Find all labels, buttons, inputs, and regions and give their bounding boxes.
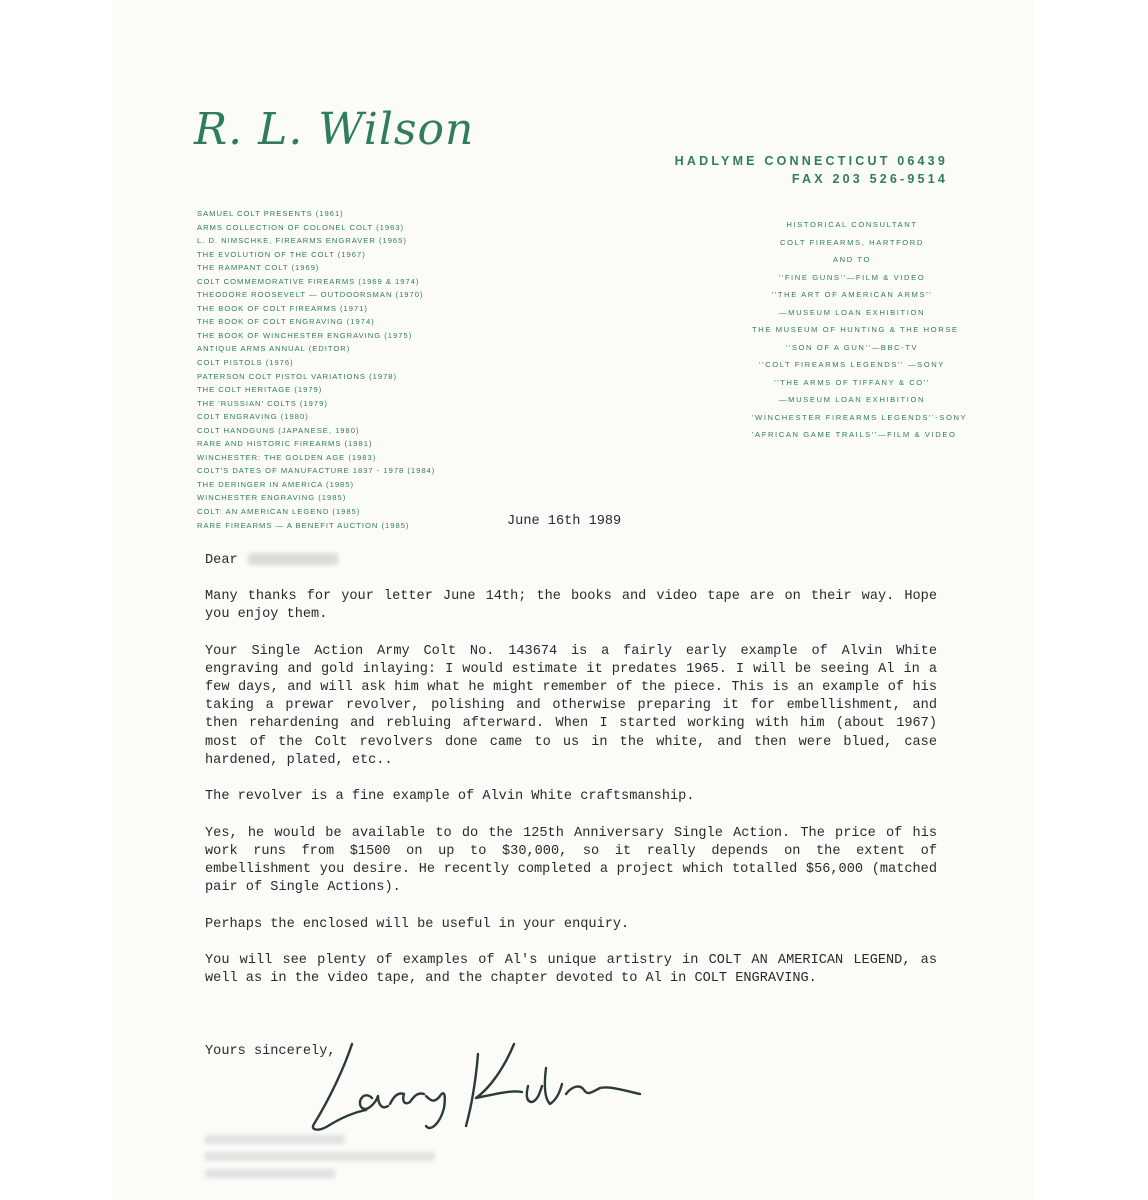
publication-item: THE 'RUSSIAN' COLTS (1979) bbox=[197, 398, 328, 408]
signature-image bbox=[300, 1028, 680, 1138]
letterhead-logo: R. L. Wilson bbox=[194, 104, 475, 155]
publication-item: ANTIQUE ARMS ANNUAL (EDITOR) bbox=[197, 344, 351, 354]
publication-item: COLT HANDGUNS (JAPANESE, 1980) bbox=[197, 425, 360, 435]
publication-item: SAMUEL COLT PRESENTS (1961) bbox=[197, 209, 344, 218]
publication-item: THE BOOK OF COLT FIREARMS (1971) bbox=[197, 303, 368, 313]
publication-item: RARE AND HISTORIC FIREARMS (1981) bbox=[197, 439, 373, 449]
publication-item: ARMS COLLECTION OF COLONEL COLT (1963) bbox=[197, 222, 405, 232]
letterhead-address bbox=[675, 152, 948, 188]
letter-paragraph: Many thanks for your letter June 14th; the books and video tape are on their way. Hope you enjoy them. bbox=[205, 589, 937, 623]
salutation bbox=[205, 553, 338, 568]
redacted-recipient-address bbox=[205, 1135, 435, 1186]
publication-item: COLT ENGRAVING (1980) bbox=[197, 412, 309, 422]
credit-item: 'AFRICAN GAME TRAILS''—FILM & VIDEO bbox=[752, 430, 957, 439]
publication-item: WINCHESTER ENGRAVING (1985) bbox=[197, 493, 347, 503]
credit-item: ''THE ARMS OF TIFFANY & CO'' bbox=[774, 377, 930, 387]
credit-item: ''THE ART OF AMERICAN ARMS'' bbox=[771, 290, 933, 299]
address-line: HADLYME CONNECTICUT 06439 bbox=[674, 154, 948, 168]
letter-date: June 16th 1989 bbox=[507, 514, 622, 529]
credit-item: THE MUSEUM OF HUNTING & THE HORSE bbox=[752, 325, 959, 334]
publication-item: COLT COMMEMORATIVE FIREARMS (1969 & 1974) bbox=[197, 276, 420, 286]
credits-list bbox=[752, 216, 968, 444]
publication-item: THEODORE ROOSEVELT — OUTDOORSMAN (1970) bbox=[197, 290, 424, 300]
credit-item: —MUSEUM LOAN EXHIBITION bbox=[778, 307, 926, 317]
publication-item: THE BOOK OF COLT ENGRAVING (1974) bbox=[197, 317, 375, 327]
publication-item: PATERSON COLT PISTOL VARIATIONS (1978) bbox=[197, 371, 398, 381]
credit-item: COLT FIREARMS, HARTFORD bbox=[780, 237, 924, 247]
letter-paragraph: The revolver is a fine example of Alvin White craftsmanship. bbox=[205, 789, 695, 805]
publication-item: L. D. NIMSCHKE, FIREARMS ENGRAVER (1965) bbox=[197, 236, 407, 246]
credit-item: —MUSEUM LOAN EXHIBITION bbox=[778, 395, 926, 404]
credit-item: 'WINCHESTER FIREARMS LEGENDS''-SONY bbox=[752, 412, 968, 422]
publication-item: WINCHESTER: THE GOLDEN AGE (1983) bbox=[197, 452, 377, 462]
salutation-text: Dear bbox=[205, 553, 238, 568]
letter-paragraph: Your Single Action Army Colt No. 143674 is a fairly early example of Alvin White engraving and gold inlaying: I would estimate it predates 1965. I will be seeing Al in a few days, and will ask him what he might remember of the piece. This is an example of his taking a prewar revolver, polishing and otherwise preparing it for embellishment, and then rehardening and rebluing afterward. When I started working with him (about 1967) most of the Colt revolvers done came to us in the white, and then were blued, case hardened, plated, etc.. bbox=[205, 643, 937, 768]
closing: Yours sincerely, bbox=[205, 1044, 336, 1059]
publication-item: RARE FIREARMS — A BENEFIT AUCTION (1985) bbox=[197, 520, 410, 530]
publication-item: THE RAMPANT COLT (1969) bbox=[197, 263, 320, 273]
credit-item: ''SON OF A GUN''—BBC-TV bbox=[785, 342, 919, 352]
redacted-name bbox=[248, 553, 338, 565]
fax-line: FAX 203 526-9514 bbox=[791, 172, 948, 186]
letter-body bbox=[205, 588, 937, 1007]
publication-item: THE BOOK OF WINCHESTER ENGRAVING (1975) bbox=[197, 330, 413, 340]
publication-item: THE DERINGER IN AMERICA (1985) bbox=[197, 479, 355, 489]
letter-paragraph: You will see plenty of examples of Al's unique artistry in COLT AN AMERICAN LEGEND, as well as in the video tape, and the chapter devoted to Al in COLT ENGRAVING. bbox=[205, 952, 937, 987]
publication-item: COLT PISTOLS (1976) bbox=[197, 358, 294, 368]
credit-item: HISTORICAL CONSULTANT bbox=[786, 220, 918, 229]
letter-paragraph: Yes, he would be available to do the 125th Anniversary Single Action. The price of his work runs from $1500 on up to $30,000, so it really depends on the extent of embellishment you desire. He recently completed a project which totalled $56,000 (matched pair of Single Actions). bbox=[205, 825, 937, 896]
publication-item: THE COLT HERITAGE (1979) bbox=[197, 385, 323, 395]
credit-item: ''FINE GUNS''—FILM & VIDEO bbox=[778, 272, 926, 282]
publications-list bbox=[197, 207, 457, 532]
publication-item: COLT: AN AMERICAN LEGEND (1985) bbox=[197, 507, 361, 517]
letter-paragraph: Perhaps the enclosed will be useful in your enquiry. bbox=[205, 916, 630, 932]
credit-item: ''COLT FIREARMS LEGENDS'' —SONY bbox=[759, 360, 945, 369]
publication-item: COLT'S DATES OF MANUFACTURE 1837 - 1978 (1984) bbox=[197, 466, 436, 476]
publication-item: THE EVOLUTION OF THE COLT (1967) bbox=[197, 249, 366, 259]
credit-item: AND TO bbox=[832, 255, 871, 264]
